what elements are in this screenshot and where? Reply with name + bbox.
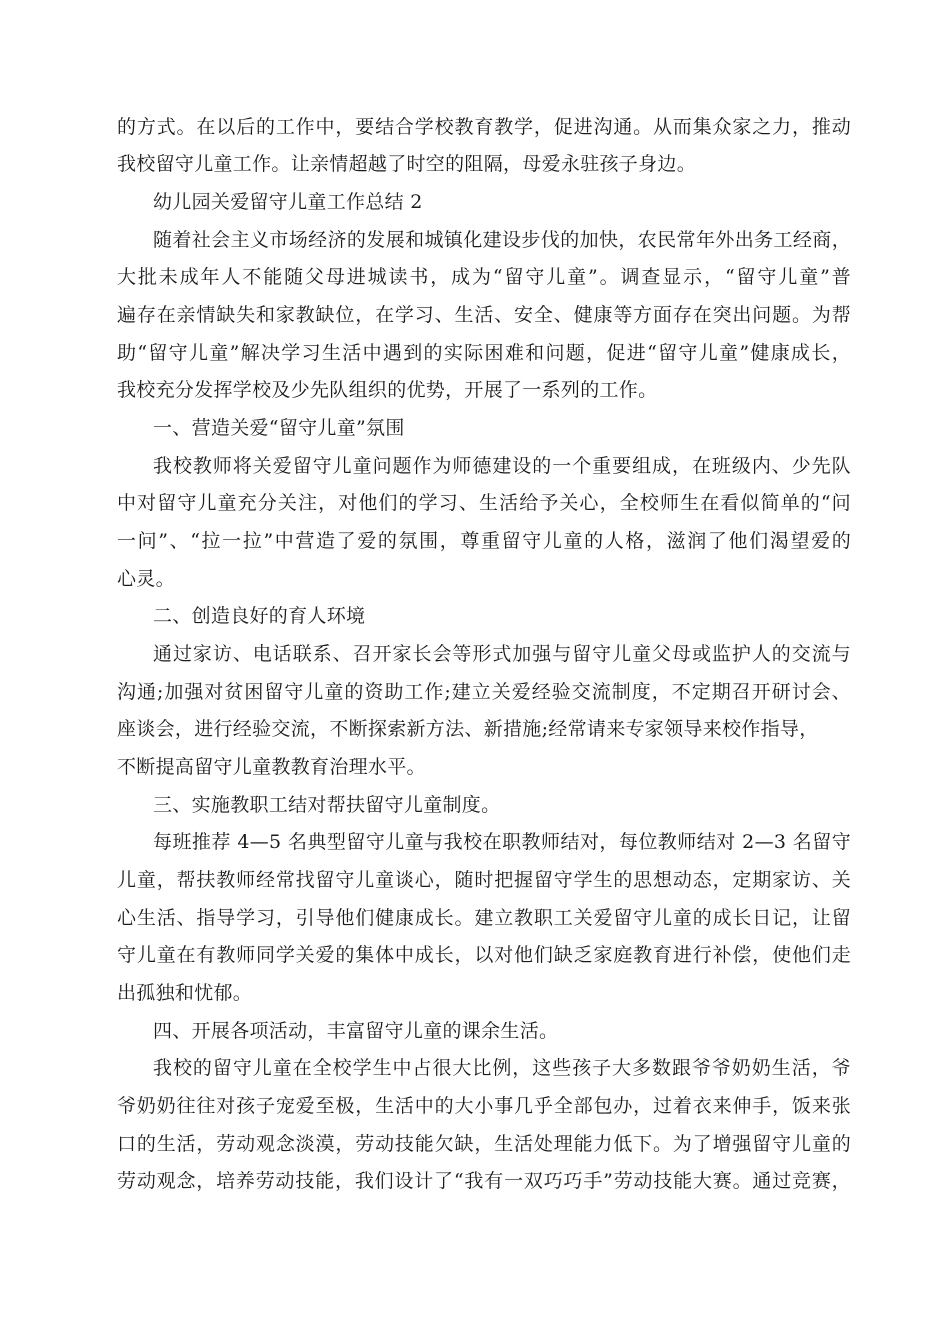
text-line: 劳动观念，培养劳动技能，我们设计了“我有一双巧巧手”劳动技能大赛。通过竞赛， — [117, 1170, 851, 1192]
text-line: 不断提高留守儿童教教育治理水平。 — [117, 756, 426, 778]
text-line: 每班推荐 4—5 名典型留守儿童与我校在职教师结对，每位教师结对 2—3 名留守 — [153, 831, 851, 853]
text-line: 的方式。在以后的工作中，要结合学校教育教学，促进沟通。从而集众家之力，推动 — [117, 116, 851, 138]
text-line: 出孤独和忧郁。 — [117, 982, 253, 1004]
text-line: 心灵。 — [117, 568, 175, 590]
text-line: 助“留守儿童”解决学习生活中遇到的实际困难和问题，促进“留守儿童”健康成长， — [117, 342, 851, 364]
text-line: 遍存在亲情缺失和家教缺位，在学习、生活、安全、健康等方面存在突出问题。为帮 — [117, 304, 851, 326]
section-heading: 二、创造良好的育人环境 — [153, 605, 366, 627]
text-line: 我校的留守儿童在全校学生中占很大比例，这些孩子大多数跟爷爷奶奶生活，爷 — [153, 1057, 851, 1079]
section-heading: 三、实施教职工结对帮扶留守儿童制度。 — [153, 794, 501, 816]
text-line: 爷奶奶往往对孩子宠爱至极，生活中的大小事几乎全部包办，过着衣来伸手，饭来张 — [117, 1095, 851, 1117]
text-line: 大批未成年人不能随父母进城读书，成为“留守儿童”。调查显示，“留守儿童”普 — [117, 266, 851, 288]
section-title: 幼儿园关爱留守儿童工作总结 2 — [153, 191, 423, 213]
text-line: 中对留守儿童充分关注，对他们的学习、生活给予关心，全校师生在看似简单的“问 — [117, 492, 851, 514]
text-line: 口的生活，劳动观念淡漠，劳动技能欠缺，生活处理能力低下。为了增强留守儿童的 — [117, 1133, 851, 1155]
text-line: 沟通;加强对贫困留守儿童的资助工作;建立关爱经验交流制度，不定期召开研讨会、 — [117, 681, 851, 703]
text-line: 我校充分发挥学校及少先队组织的优势，开展了一系列的工作。 — [117, 379, 658, 401]
text-line: 一问”、“拉一拉”中营造了爱的氛围，尊重留守儿童的人格，滋润了他们渴望爱的 — [117, 530, 851, 552]
text-line: 随着社会主义市场经济的发展和城镇化建设步伐的加快，农民常年外出务工经商， — [153, 229, 851, 251]
text-line: 心生活、指导学习，引导他们健康成长。建立教职工关爱留守儿童的成长日记，让留 — [117, 907, 851, 929]
text-line: 座谈会，进行经验交流，不断探索新方法、新措施;经常请来专家领导来校作指导， — [117, 718, 819, 740]
text-line: 儿童，帮扶教师经常找留守儿童谈心，随时把握留守学生的思想动态，定期家访、关 — [117, 869, 851, 891]
text-line: 我校教师将关爱留守儿童问题作为师德建设的一个重要组成，在班级内、少先队 — [153, 455, 851, 477]
section-heading: 四、开展各项活动，丰富留守儿童的课余生活。 — [153, 1020, 559, 1042]
text-line: 通过家访、电话联系、召开家长会等形式加强与留守儿童父母或监护人的交流与 — [153, 643, 851, 665]
text-line: 守儿童在有教师同学关爱的集体中成长，以对他们缺乏家庭教育进行补偿，使他们走 — [117, 944, 851, 966]
section-heading: 一、营造关爱“留守儿童”氛围 — [153, 417, 405, 439]
text-line: 我校留守儿童工作。让亲情超越了时空的阻隔，母爱永驻孩子身边。 — [117, 153, 697, 175]
